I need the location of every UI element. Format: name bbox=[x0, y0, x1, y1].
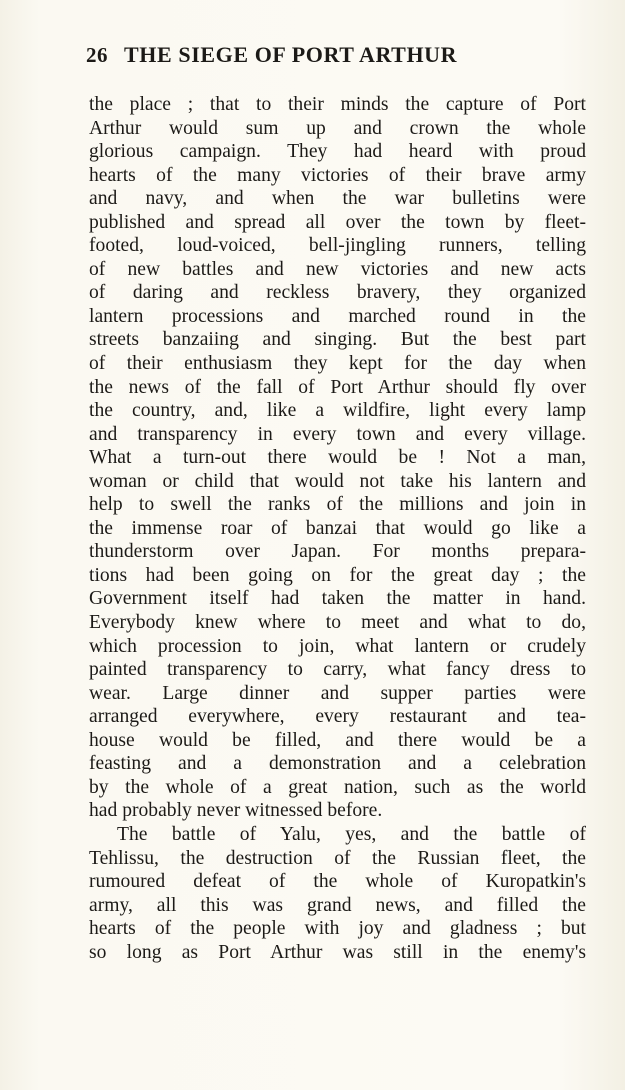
text-line: the place ; that to their minds the capture of Port bbox=[89, 94, 586, 115]
text-line: help to swell the ranks of the millions and join in bbox=[89, 494, 586, 516]
text-line: Arthur would sum up and crown the whole bbox=[89, 117, 586, 139]
paragraph bbox=[89, 93, 586, 823]
text-line: had probably never witnessed before. bbox=[89, 800, 383, 822]
text-line: streets banzaiing and singing. But the best part bbox=[89, 329, 586, 351]
text-line: house would be filled, and there would be a bbox=[89, 729, 586, 751]
text-line: arranged everywhere, every restaurant and tea- bbox=[89, 706, 586, 728]
text-line: hearts of the many victories of their brave army bbox=[89, 164, 586, 186]
text-line: so long as Port Arthur was still in the enemy's bbox=[89, 941, 586, 963]
text-line: thunderstorm over Japan. For months prepara- bbox=[89, 541, 586, 563]
text-line: The battle of Yalu, yes, and the battle of bbox=[117, 823, 586, 845]
page-number: 26 bbox=[86, 43, 108, 67]
text-line: woman or child that would not take his lantern and bbox=[89, 470, 586, 492]
paragraph bbox=[89, 823, 586, 964]
text-line: tions had been going on for the great day ; the bbox=[89, 564, 586, 586]
text-line: painted transparency to carry, what fancy dress to bbox=[89, 659, 586, 681]
text-line: and navy, and when the war bulletins were bbox=[89, 188, 586, 210]
text-line: What a turn-out there would be ! Not a man, bbox=[89, 447, 586, 469]
text-line: the immense roar of banzai that would go like a bbox=[89, 517, 586, 539]
text-line: Government itself had taken the matter in hand. bbox=[89, 588, 586, 610]
text-line: which procession to join, what lantern or crudely bbox=[89, 635, 586, 657]
text-line: of new battles and new victories and new acts bbox=[89, 258, 586, 280]
text-line: hearts of the people with joy and gladness ; but bbox=[89, 918, 586, 940]
text-line: the country, and, like a wildfire, light every lamp bbox=[89, 400, 586, 422]
body-text bbox=[89, 93, 586, 964]
text-line: published and spread all over the town by fleet- bbox=[89, 211, 586, 233]
text-line: of their enthusiasm they kept for the day when bbox=[89, 353, 586, 375]
text-line: wear. Large dinner and supper parties were bbox=[89, 682, 586, 704]
text-line: Tehlissu, the destruction of the Russian fleet, the bbox=[89, 847, 586, 869]
text-line: feasting and a demonstration and a celebration bbox=[89, 753, 586, 775]
text-line: Everybody knew where to meet and what to do, bbox=[89, 612, 586, 634]
text-line: the news of the fall of Port Arthur should fly over bbox=[89, 376, 586, 398]
text-line: of daring and reckless bravery, they organized bbox=[89, 282, 586, 304]
text-line: and transparency in every town and every village. bbox=[89, 423, 586, 445]
running-head bbox=[86, 42, 561, 74]
running-title: THE SIEGE OF PORT ARTHUR bbox=[124, 42, 458, 67]
text-line: by the whole of a great nation, such as the world bbox=[89, 776, 586, 798]
text-line: lantern processions and marched round in the bbox=[89, 305, 586, 327]
text-line: rumoured defeat of the whole of Kuropatkin's bbox=[89, 871, 586, 893]
text-line: footed, loud-voiced, bell-jingling runners, telling bbox=[89, 235, 586, 257]
text-line: glorious campaign. They had heard with proud bbox=[89, 141, 586, 163]
text-line: army, all this was grand news, and filled the bbox=[89, 894, 586, 916]
